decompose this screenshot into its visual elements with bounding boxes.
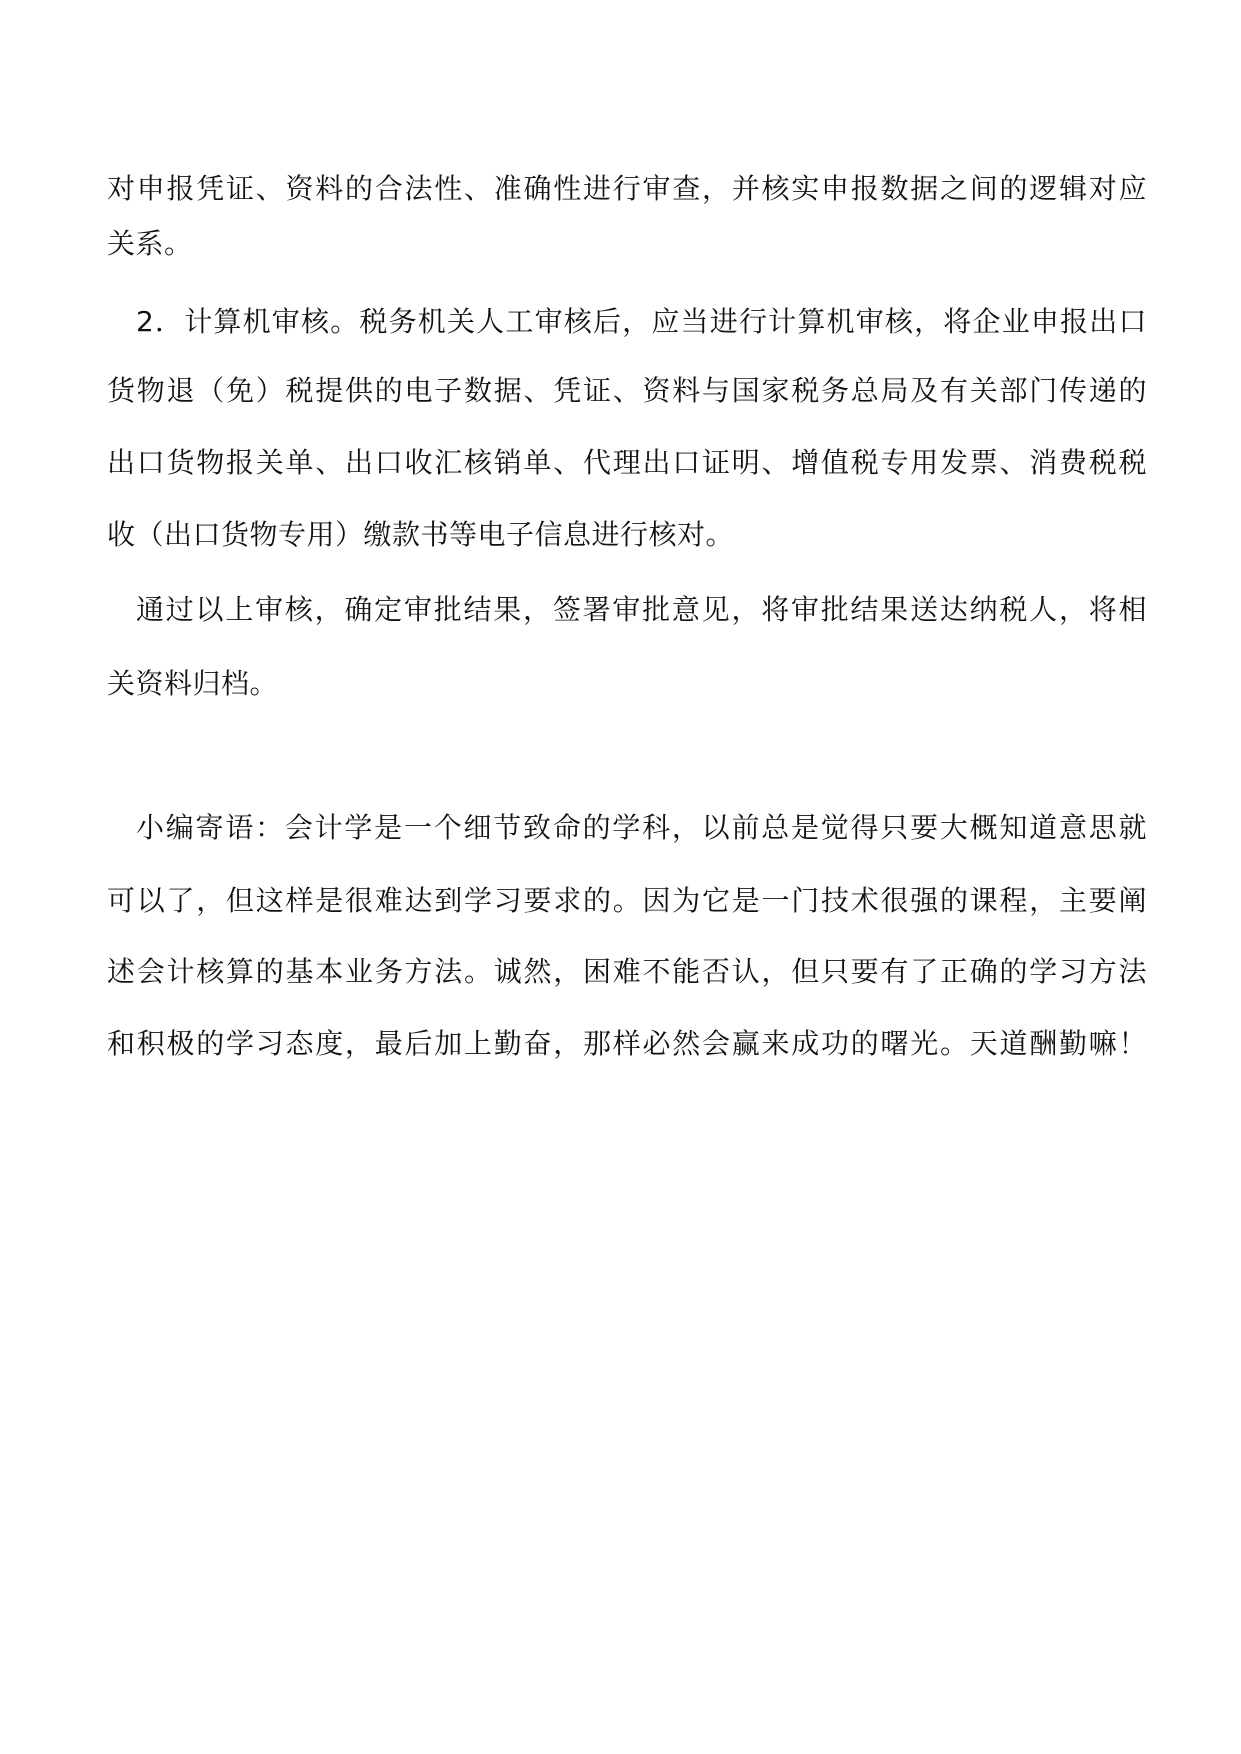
text-line: 述会计核算的基本业务方法。诚然，困难不能否认，但只要有了正确的学习方法	[107, 955, 1147, 988]
text-line: 关资料归档。	[107, 667, 279, 700]
text-line: 小编寄语：会计学是一个细节致命的学科，以前总是觉得只要大概知道意思就	[136, 811, 1147, 844]
text-line: 2．计算机审核。税务机关人工审核后，应当进行计算机审核，将企业申报出口	[136, 305, 1147, 338]
text-line: 和积极的学习态度，最后加上勤奋，那样必然会赢来成功的曙光。天道酬勤嘛！	[107, 1027, 1147, 1060]
text-line: 通过以上审核，确定审批结果，签署审批意见，将审批结果送达纳税人，将相	[136, 593, 1147, 626]
text-line: 货物退（免）税提供的电子数据、凭证、资料与国家税务总局及有关部门传递的	[107, 374, 1147, 407]
text-line: 对申报凭证、资料的合法性、准确性进行审查，并核实申报数据之间的逻辑对应	[107, 172, 1147, 205]
text-line: 出口货物报关单、出口收汇核销单、代理出口证明、增值税专用发票、消费税税	[107, 446, 1147, 479]
text-line: 收（出口货物专用）缴款书等电子信息进行核对。	[107, 518, 735, 551]
text-line: 可以了，但这样是很难达到学习要求的。因为它是一门技术很强的课程，主要阐	[107, 884, 1147, 917]
text-line: 关系。	[107, 227, 193, 260]
